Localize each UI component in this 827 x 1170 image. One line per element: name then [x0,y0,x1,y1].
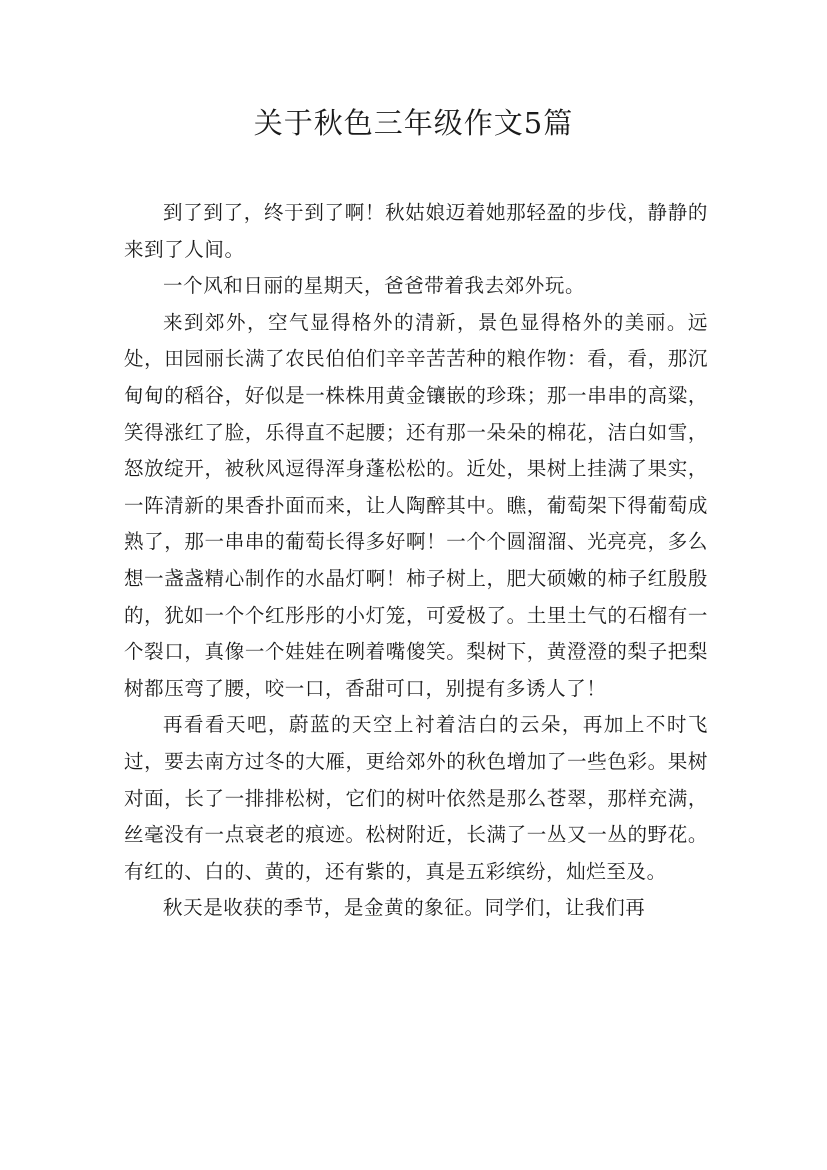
paragraph: 秋天是收获的季节，是金黄的象征。同学们，让我们再 [163,896,646,920]
paragraph: 再看看天吧，蔚蓝的天空上衬着洁白的云朵，再加上不时飞过，要去南方过冬的大雁，更给郊外的秋色增加了一些色彩。果树对面，长了一排排松树，它们的树叶依然是那么苍翠，那样充满，丝毫没有一点衰老的痕迹。松树附近，长满了一丛又一丛的野花。有红的、白的、黄的，还有紫的，真是五彩缤纷，灿烂至及。 [124,713,708,883]
paragraph: 到了到了，终于到了啊！秋姑娘迈着她那轻盈的步伐，静静的来到了人间。 [124,201,708,261]
paragraph: 来到郊外，空气显得格外的清新，景色显得格外的美丽。远处，田园丽长满了农民伯伯们辛辛苦苦种的粮作物：看，看，那沉甸甸的稻谷，好似是一株株用黄金镶嵌的珍珠；那一串串的高粱，笑得涨红了脸，乐得直不起腰；还有那一朵朵的棉花，洁白如雪，怒放绽开，被秋风逗得浑身蓬松松的。近处，果树上挂满了果实，一阵清新的果香扑面而来，让人陶醉其中。瞧，葡萄架下得葡萄成熟了，那一串串的葡萄长得多好啊！一个个圆溜溜、光亮亮，多么想一盏盏精心制作的水晶灯啊！柿子树上，肥大硕嫩的柿子红殷殷的，犹如一个个红彤彤的小灯笼，可爱极了。土里土气的石榴有一个裂口，真像一个娃娃在咧着嘴傻笑。梨树下，黄澄澄的梨子把梨树都压弯了腰，咬一口，香甜可口，别提有多诱人了！ [124,310,708,700]
document-title: 关于秋色三年级作文5篇 [253,106,574,140]
document-body [124,195,708,927]
paragraph: 一个风和日丽的星期天，爸爸带着我去郊外玩。 [163,274,586,298]
